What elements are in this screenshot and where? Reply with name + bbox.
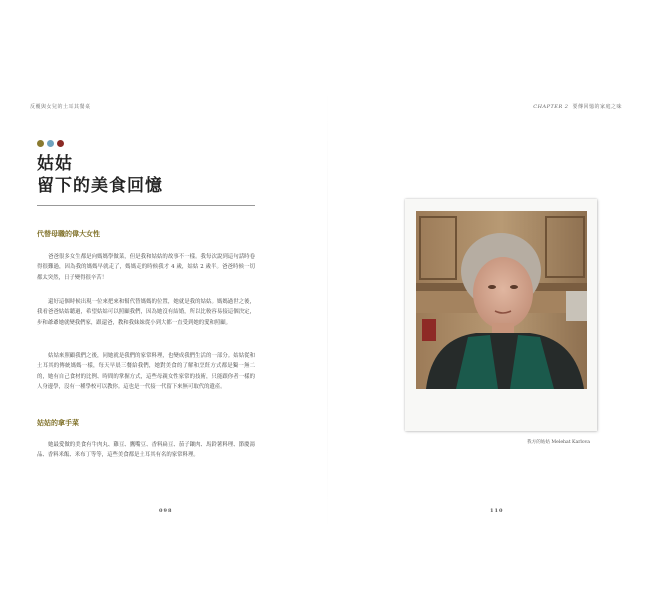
dot-blue-icon — [47, 140, 54, 147]
photo-frame — [405, 199, 597, 431]
page-gutter — [327, 85, 328, 535]
paragraph-2: 還好這個時候出現一位來把來和幫代替媽媽的位置，她就是我的姑姑。媽媽過世之後，我看爸爸姑姑聽過，希望姑姑可以照顧我們，因為她沒有結婚，所以比較容易接這個決定，步和爺爺她就變我們家，跟還爸，教和我妹妹從小到大都一直受到她的愛和照顧。 — [37, 299, 255, 326]
dot-olive-icon — [37, 140, 44, 147]
left-page-number: 098 — [159, 508, 173, 514]
section-heading-1: 代替母職的偉大女性 — [37, 229, 100, 238]
right-page-number: 110 — [490, 508, 504, 514]
portrait-photo — [416, 211, 587, 389]
right-running-header — [533, 103, 622, 110]
left-running-header: 反覆與女兒的土耳其餐桌 — [30, 104, 91, 110]
paragraph-3: 姑姑來照顧我們之後，同她就是我們的家常料理，也變成我們生活的一部分。姑姑從和土耳其的傳統媽媽一樣，每天早晨三餐給我們，她對美食的了解和烹飪方式都是獨一無二的，她有自己食材的比例、時間的掌握方式，這些母親女性家常的技術，只能跟你者一樣的人身邊學，沒有一種學校可以教你。這也是一代接一代留下來無可取代的遺產。 — [37, 353, 255, 391]
title-divider — [37, 205, 255, 206]
title-line-1: 姑姑 — [37, 154, 73, 174]
dot-red-icon — [57, 140, 64, 147]
decorative-dots — [37, 140, 64, 147]
photo-caption: 我方的姑姑 Melehat Karlova — [527, 440, 590, 445]
article-title — [37, 153, 163, 197]
chapter-label: CHAPTER 2 — [533, 104, 569, 110]
portrait-illustration — [416, 211, 587, 389]
title-line-2: 留下的美食回憶 — [37, 176, 163, 196]
section-heading-2: 姑姑的拿手菜 — [37, 418, 79, 427]
paragraph-4: 她最愛做的美食有牛肉丸、雞豆、鷹嘴豆、香料扁豆、茄子鑲肉、馬鈴薯料理、節慶湯品、香料米飯、米布丁等等，這些美食都是土耳其有名的家常料理。 — [37, 442, 255, 459]
paragraph-1: 爸爸很多女生都是向媽媽學做菜，但是我和姑姑的故事不一樣。我每次說到這句話時卷得很難過，因為我的媽媽早就走了，媽媽走的時候我才 4 歲，姑姑 2 歲半。爸爸時候一切都太突然，日子變得很辛苦！ — [37, 254, 255, 281]
right-running-title: 要傳回憶的家庭之味 — [572, 104, 622, 110]
